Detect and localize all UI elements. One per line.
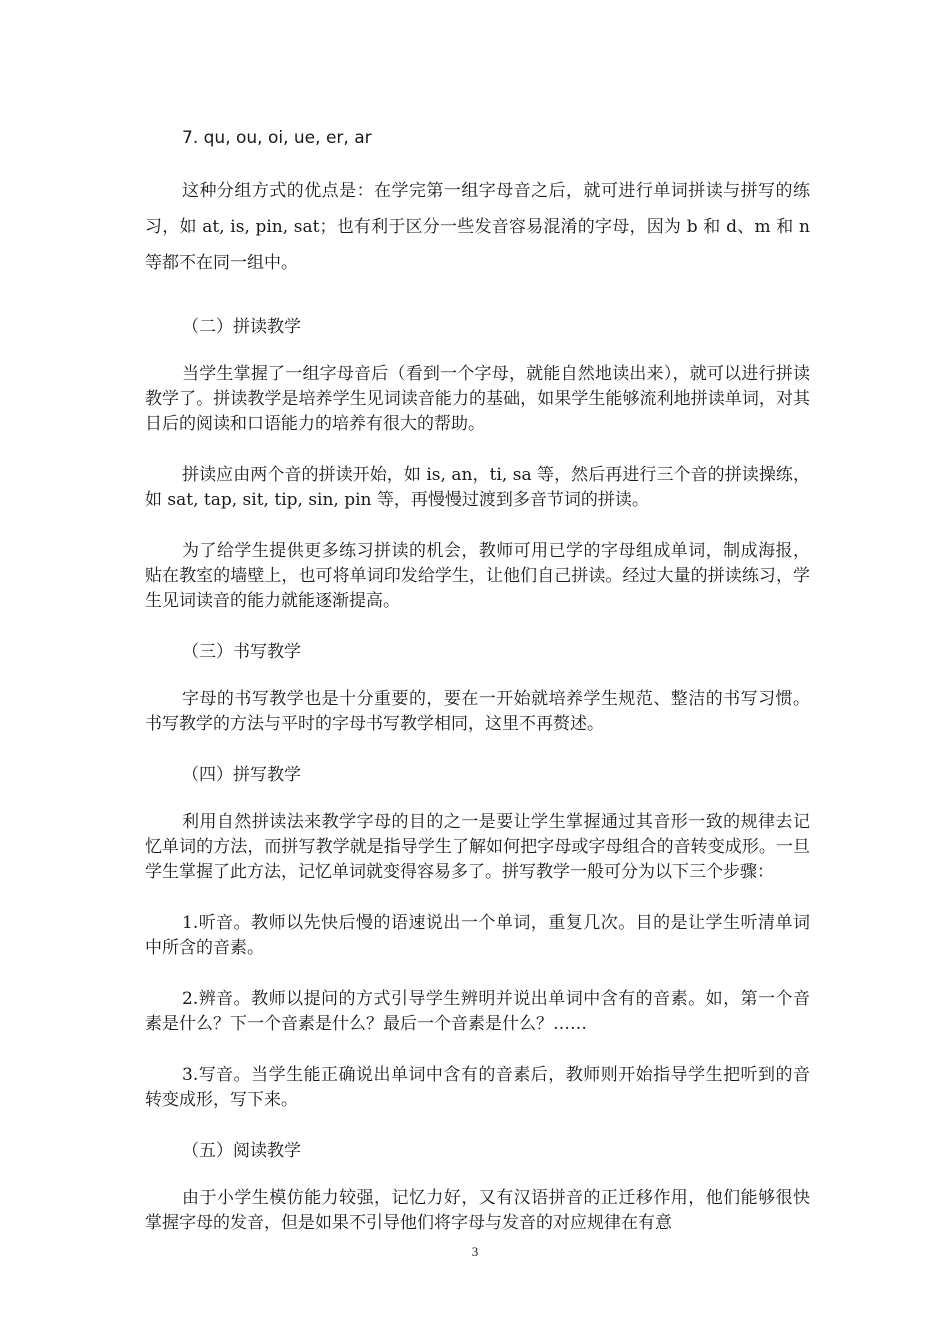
paragraph-step-write: 3.写音。当学生能正确说出单词中含有的音素后，教师则开始指导学生把听到的音转变成形，写下来。 (145, 1065, 810, 1110)
paragraph-spelling-intro: 利用自然拼读法来教学字母的目的之一是要让学生掌握通过其音形一致的规律去记忆单词的方法，而拼写教学就是指导学生了解如何把字母或字母组合的音转变成形。一旦学生掌握了此方法，记忆单词就变得容易多了。拼写教学一般可分为以下三个步骤： (145, 812, 810, 882)
paragraph-group-7: 7. qu, ou, oi, ue, er, ar (182, 128, 372, 148)
paragraph-step-distinguish: 2.辨音。教师以提问的方式引导学生辨明并说出单词中含有的音素。如，第一个音素是什么？下一个音素是什么？最后一个音素是什么？…… (145, 989, 810, 1034)
paragraph-grouping-advantage: 这种分组方式的优点是：在学完第一组字母音之后，就可进行单词拼读与拼写的练习，如 at, is, pin, sat；也有利于区分一些发音容易混淆的字母，因为 b 和 d、m 和 n 等都不在同一组中。 (145, 181, 810, 273)
section-heading-spelling: （四）拼写教学 (182, 765, 301, 785)
section-heading-reading: （五）阅读教学 (182, 1141, 301, 1161)
paragraph-blending-order: 拼读应由两个音的拼读开始，如 is, an，ti, sa 等，然后再进行三个音的拼读操练，如 sat, tap, sit, tip, sin, pin 等，再慢慢过渡到多音节词的拼读。 (145, 465, 810, 510)
paragraph-blending-practice: 为了给学生提供更多练习拼读的机会，教师可用已学的字母组成单词，制成海报，贴在教室的墙壁上，也可将单词印发给学生，让他们自己拼读。经过大量的拼读练习，学生见词读音的能力就能逐渐提高。 (145, 541, 810, 611)
paragraph-blending-intro: 当学生掌握了一组字母音后（看到一个字母，就能自然地读出来），就可以进行拼读教学了。拼读教学是培养学生见词读音能力的基础，如果学生能够流利地拼读单词，对其日后的阅读和口语能力的培养有很大的帮助。 (145, 364, 810, 434)
document-body (145, 118, 810, 1262)
paragraph-writing: 字母的书写教学也是十分重要的，要在一开始就培养学生规范、整洁的书写习惯。书写教学的方法与平时的字母书写教学相同，这里不再赘述。 (145, 689, 810, 734)
paragraph-step-listen: 1.听音。教师以先快后慢的语速说出一个单词，重复几次。目的是让学生听清单词中所含的音素。 (145, 913, 810, 958)
section-heading-writing: （三）书写教学 (182, 642, 301, 662)
page-number: 3 (471, 1244, 479, 1259)
section-heading-blending: （二）拼读教学 (182, 317, 301, 337)
paragraph-reading-intro: 由于小学生模仿能力较强，记忆力好，又有汉语拼音的正迁移作用，他们能够很快掌握字母的发音，但是如果不引导他们将字母与发音的对应规律在有意 (145, 1188, 810, 1233)
